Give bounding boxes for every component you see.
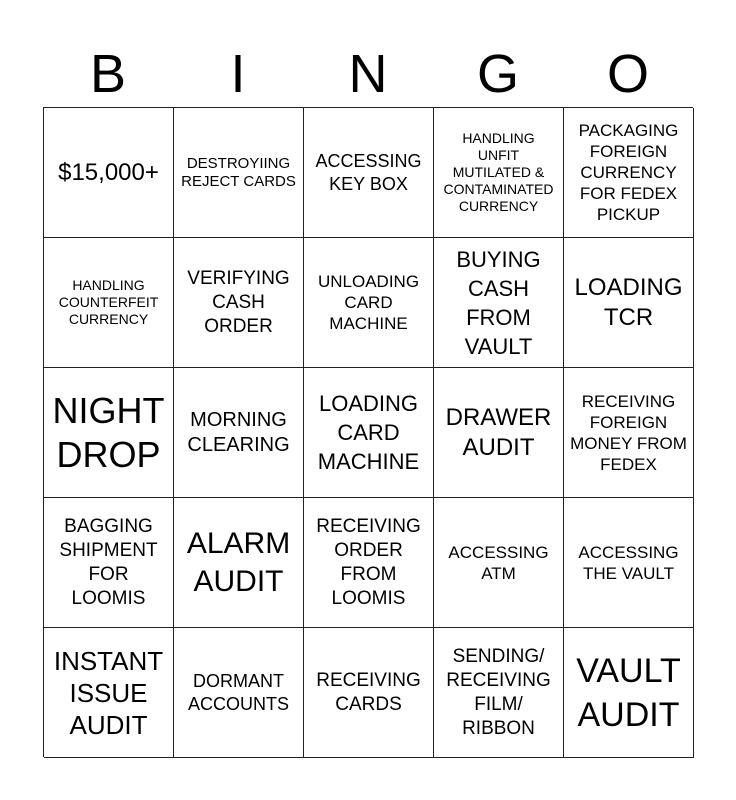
bingo-cell[interactable] <box>174 238 304 368</box>
cell-text: PACKAGING FOREIGN CURRENCY FOR FEDEX PICKUP <box>578 121 679 224</box>
header-letter-g: G <box>476 44 519 104</box>
cell-text: HANDLING UNFIT MUTILATED & CONTAMINATED CURRENCY <box>443 130 554 214</box>
header-letter-o: O <box>606 44 649 104</box>
cell-text: RECEIVING CARDS <box>316 669 421 715</box>
bingo-cell[interactable] <box>304 498 434 628</box>
cell-text: ALARM AUDIT <box>186 526 291 598</box>
bingo-cell[interactable] <box>564 628 694 758</box>
bingo-cell[interactable] <box>174 498 304 628</box>
cell-text: UNLOADING CARD MACHINE <box>317 272 420 333</box>
cell-text: INSTANT ISSUE AUDIT <box>53 645 164 740</box>
cell-text: VAULT AUDIT <box>576 651 681 734</box>
bingo-cell[interactable] <box>44 628 174 758</box>
cell-text: ACCESSING THE VAULT <box>578 542 679 583</box>
header-letter-b: B <box>89 44 127 104</box>
bingo-cell[interactable] <box>44 368 174 498</box>
cell-text: NIGHT DROP <box>52 389 165 475</box>
cell-text: DORMANT ACCOUNTS <box>187 670 289 714</box>
bingo-cell[interactable] <box>44 498 174 628</box>
bingo-cell[interactable] <box>304 628 434 758</box>
bingo-cell[interactable] <box>564 498 694 628</box>
bingo-cell[interactable] <box>174 628 304 758</box>
bingo-cell[interactable] <box>564 368 694 498</box>
bingo-cell[interactable] <box>304 238 434 368</box>
cell-text: VERIFYING CASH ORDER <box>187 267 290 337</box>
cell-text: SENDING/ RECEIVING FILM/ RIBBON <box>446 645 551 739</box>
cell-text: DESTROYIING REJECT CARDS <box>181 154 296 190</box>
cell-text: HANDLING COUNTERFEIT CURRENCY <box>58 277 159 327</box>
cell-text: MORNING CLEARING <box>187 408 290 456</box>
bingo-cell[interactable] <box>304 368 434 498</box>
bingo-grid <box>43 107 693 757</box>
cell-text: $15,000+ <box>58 158 159 186</box>
bingo-cell[interactable] <box>434 628 564 758</box>
cell-text: ACCESSING ATM <box>448 542 549 583</box>
bingo-cell[interactable] <box>174 108 304 238</box>
bingo-cell[interactable] <box>174 368 304 498</box>
cell-text: LOADING TCR <box>574 273 683 331</box>
cell-text: RECEIVING FOREIGN MONEY FROM FEDEX <box>570 391 687 474</box>
cell-text: DRAWER AUDIT <box>445 403 552 461</box>
cell-text: BAGGING SHIPMENT FOR LOOMIS <box>59 515 158 609</box>
bingo-cell[interactable] <box>434 498 564 628</box>
cell-text: ACCESSING KEY BOX <box>315 150 422 194</box>
bingo-cell[interactable] <box>44 108 174 238</box>
header-letter-n: N <box>348 44 388 104</box>
cell-text: LOADING CARD MACHINE <box>317 391 420 474</box>
cell-text: RECEIVING ORDER FROM LOOMIS <box>316 515 421 609</box>
bingo-cell[interactable] <box>434 238 564 368</box>
header-letter-i: I <box>230 44 246 104</box>
bingo-cell[interactable] <box>564 238 694 368</box>
bingo-cell[interactable] <box>564 108 694 238</box>
bingo-cell[interactable] <box>434 368 564 498</box>
cell-text: BUYING CASH FROM VAULT <box>456 246 541 359</box>
bingo-cell[interactable] <box>44 238 174 368</box>
bingo-header <box>43 42 693 106</box>
bingo-cell[interactable] <box>434 108 564 238</box>
bingo-cell[interactable] <box>304 108 434 238</box>
